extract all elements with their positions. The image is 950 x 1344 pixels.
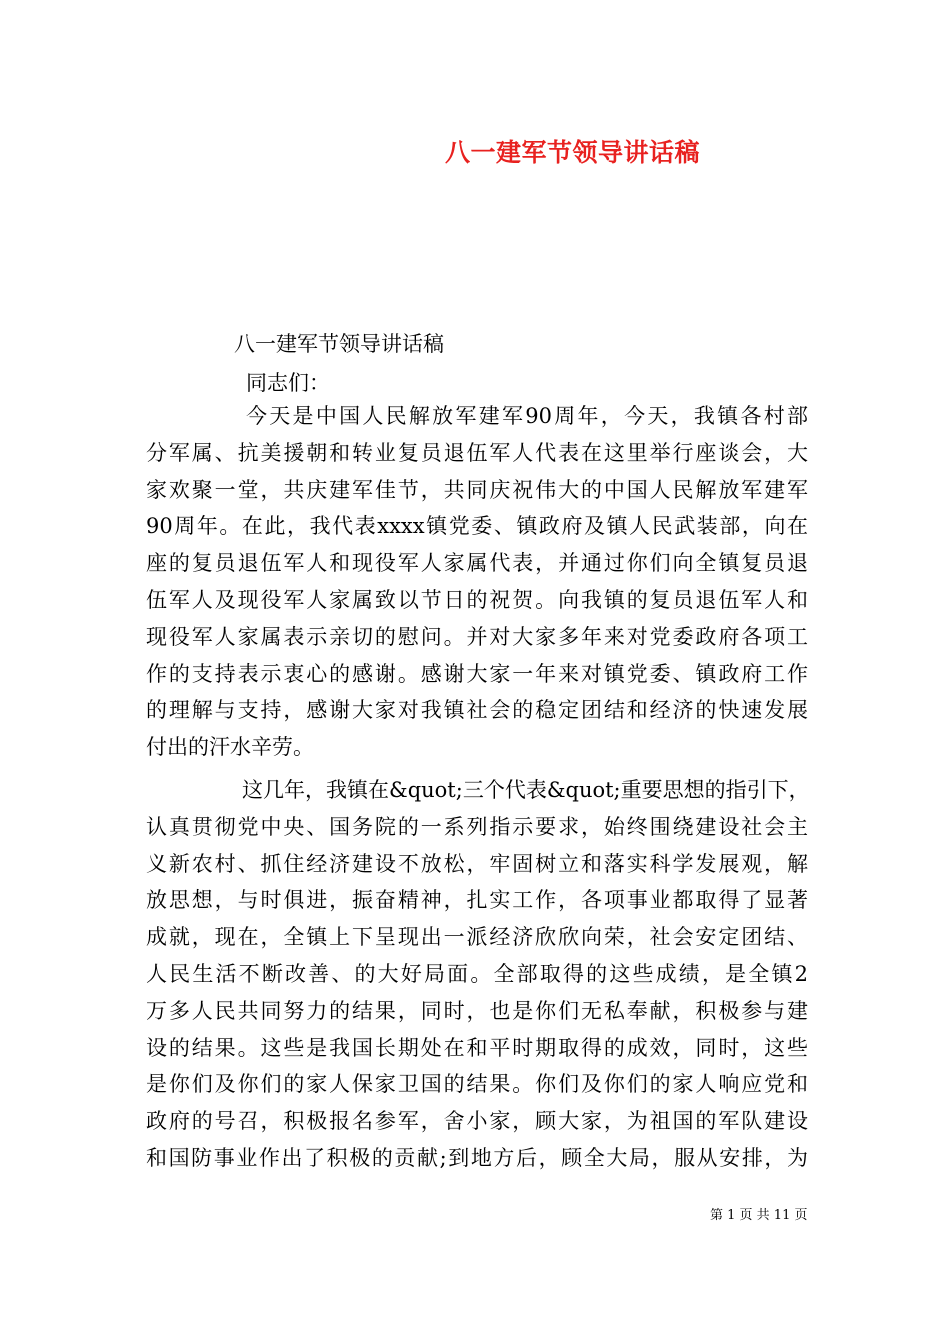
text-line: 今天是中国人民解放军建军90周年，今天，我镇各村部 — [246, 404, 808, 428]
text-line: 和国防事业作出了积极的贡献;到地方后，顾全大局，服从安排，为 — [146, 1145, 808, 1170]
text-line: 万多人民共同努力的结果，同时，也是你们无私奉献，积极参与建 — [146, 998, 808, 1023]
text-line: 设的结果。这些是我国长期处在和平时期取得的成效，同时，这些 — [146, 1035, 808, 1060]
text-line: 这几年，我镇在&quot;三个代表&quot;重要思想的指引下， — [242, 777, 810, 802]
text-line: 人民生活不断改善、的大好局面。全部取得的这些成绩，是全镇2 — [146, 961, 808, 986]
text-line: 作的支持表示衷心的感谢。感谢大家一年来对镇党委、镇政府工作 — [146, 661, 808, 686]
document-body — [146, 398, 808, 1177]
salutation: 同志们： — [246, 371, 330, 395]
text-line: 成就，现在，全镇上下呈现出一派经济欣欣向荣，社会安定团结、 — [146, 925, 808, 950]
text-line: 现役军人家属表示亲切的慰问。并对大家多年来对党委政府各项工 — [146, 624, 808, 649]
speech-heading: 八一建军节领导讲话稿 — [234, 332, 444, 356]
text-line: 政府的号召，积极报名参军，舍小家，顾大家，为祖国的军队建设 — [146, 1109, 808, 1134]
text-line: 伍军人及现役军人家属致以节日的祝贺。向我镇的复员退伍军人和 — [146, 587, 808, 612]
text-line: 是你们及你们的家人保家卫国的结果。你们及你们的家人响应党和 — [146, 1072, 808, 1097]
page-number: 第 1 页 共 11 页 — [710, 1208, 808, 1223]
text-line: 认真贯彻党中央、国务院的一系列指示要求，始终围绕建设社会主 — [146, 814, 808, 839]
document-title: 八一建军节领导讲话稿 — [445, 138, 701, 167]
text-line: 义新农村、抓住经济建设不放松，牢固树立和落实科学发展观，解 — [146, 851, 808, 876]
paragraph-1 — [146, 398, 808, 766]
text-line: 90周年。在此，我代表xxxx镇党委、镇政府及镇人民武装部，向在 — [146, 514, 808, 539]
text-line: 付出的汗水辛劳。 — [146, 735, 314, 760]
text-line: 座的复员退伍军人和现役军人家属代表，并通过你们向全镇复员退 — [146, 551, 808, 576]
paragraph-2 — [146, 772, 808, 1177]
text-line: 的理解与支持，感谢大家对我镇社会的稳定团结和经济的快速发展 — [146, 698, 808, 723]
text-line: 家欢聚一堂，共庆建军佳节，共同庆祝伟大的中国人民解放军建军 — [146, 477, 808, 502]
text-line: 放思想，与时俱进，振奋精神，扎实工作，各项事业都取得了显著 — [146, 888, 808, 913]
text-line: 分军属、抗美援朝和转业复员退伍军人代表在这里举行座谈会，大 — [146, 440, 808, 465]
